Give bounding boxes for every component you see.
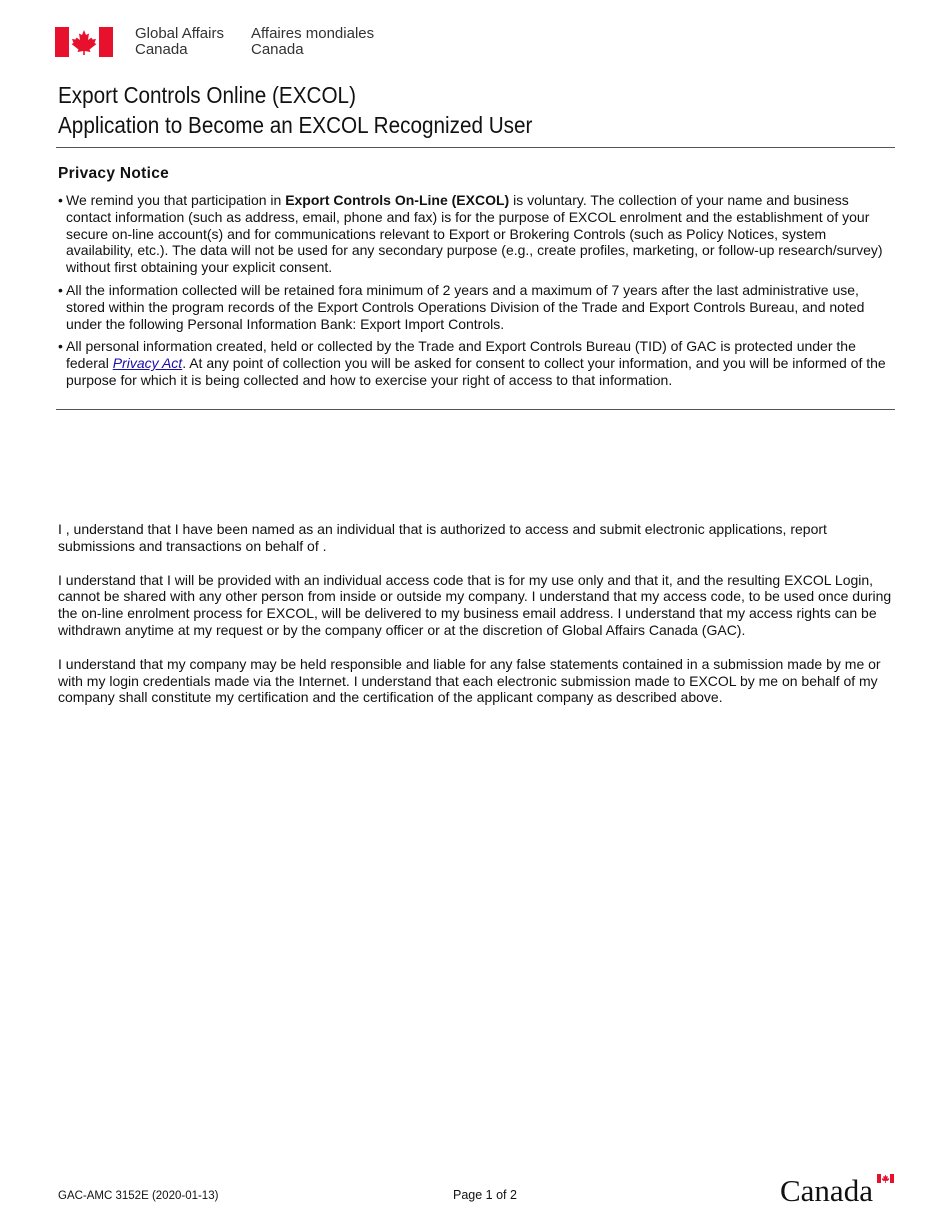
title-divider — [56, 147, 895, 148]
document-title-line1: Export Controls Online (EXCOL) — [58, 82, 356, 108]
form-identifier: GAC-AMC 3152E (2020-01-13) — [58, 1190, 219, 1202]
bullet1-text-before: We remind you that participation in — [66, 192, 286, 208]
department-name-english-line1: Global Affairs — [135, 25, 224, 42]
department-name-french-line1: Affaires mondiales — [251, 25, 375, 42]
privacy-bullet-voluntary — [58, 192, 894, 276]
user-declaration — [58, 521, 894, 723]
department-name-french-line2: Canada — [251, 41, 304, 58]
canada-wordmark-icon — [780, 1172, 898, 1206]
privacy-bullet-protection — [58, 338, 894, 388]
bullet2-text: All the information collected will be retained fora minimum of 2 years and a maximum of 7 years after the last administrative use, stored within the program records of the Export Controls Operations Division of the Trade and Export Controls Bureau, and noted under the following Personal Information Bank: Export Import Controls. — [66, 281, 865, 332]
canada-flag-icon — [55, 27, 113, 57]
page-number: Page 1 of 2 — [453, 1188, 517, 1202]
bullet1-text-after: is voluntary. The collection of your name and business contact information (such as address, email, phone and fax) is for the purpose of EXCOL enrolment and the establishment of your secure on-line account(s) and for communications relevant to Export or Brokering Controls (such as Policy Notices, system availability, etc.). The data will not be used for any secondary purpose (e.g., create profiles, marketing, or follow-up research/survey) without first obtaining your explicit consent. — [66, 192, 883, 276]
bullet3-text-after: . At any point of collection you will be asked for consent to collect your information, and you will be informed of the purpose for which it is being collected and how to exercise your right of access to that information. — [66, 355, 886, 388]
privacy-act-link[interactable]: Privacy Act — [112, 355, 183, 372]
privacy-divider — [56, 409, 895, 410]
document-title — [58, 80, 532, 140]
department-name-english — [135, 26, 224, 58]
declaration-liability: I understand that my company may be held responsible and liable for any false statements contained in a submission made by me or with my login credentials made via the Internet. I understand that each electronic submission made to EXCOL by me on behalf of my company shall constitute my certification and the certification of the applicant company as described above. — [58, 655, 881, 706]
privacy-bullet-retention — [58, 282, 894, 332]
declaration-authorization: I , understand that I have been named as an individual that is authorized to access and submit electronic applications, report submissions and transactions on behalf of . — [58, 521, 827, 554]
department-name-english-line2: Canada — [135, 41, 188, 58]
department-name-french — [251, 26, 374, 58]
document-title-line2: Application to Become an EXCOL Recognized User — [58, 112, 533, 138]
bullet3-text-before: All personal information created, held or collected by the Trade and Export Controls Bureau (TID) of GAC is protected under the federal — [66, 338, 856, 372]
privacy-notice-heading: Privacy Notice — [58, 165, 170, 182]
bullet1-text-bold: Export Controls On-Line (EXCOL) — [285, 192, 510, 208]
privacy-notice-list — [58, 192, 894, 395]
declaration-access-code: I understand that I will be provided with an individual access code that is for my use only and that it, and the resulting EXCOL Login, cannot be shared with any other person from inside or outside my company. I understand that my access code, to be used once during the on-line enrolment process for EXCOL, will be delivered to my business email address. I understand that my access rights can be withdrawn anytime at my request or by the company officer or at the discretion of Global Affairs Canada (GAC). — [58, 571, 892, 638]
canada-wordmark-text: Canada — [780, 1173, 873, 1206]
